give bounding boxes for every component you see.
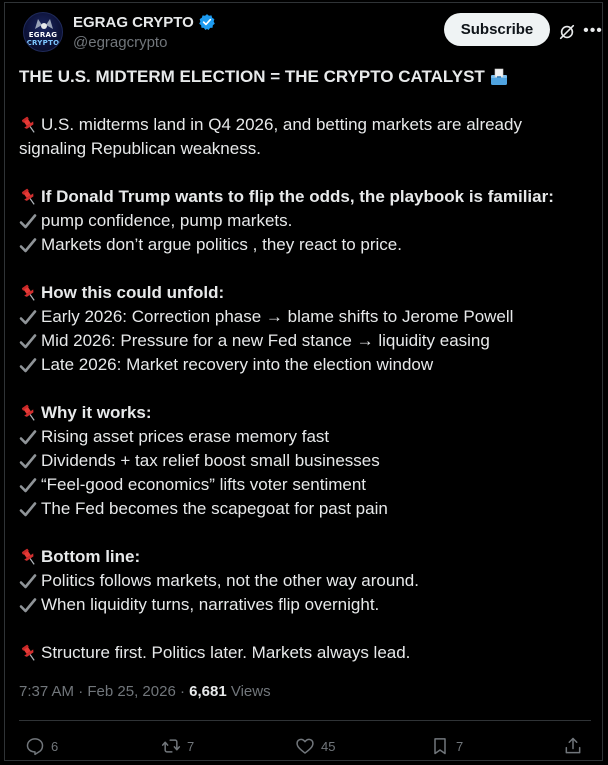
section-heading-why: Why it works:: [19, 401, 594, 425]
repost-button[interactable]: [161, 733, 194, 759]
pushpin-icon: [19, 547, 39, 567]
check-mark-icon: [19, 572, 37, 590]
post-header: [19, 9, 603, 57]
pushpin-icon: [19, 283, 39, 303]
avatar-text-top: EGRAG: [28, 31, 58, 39]
bookmark-count: 7: [456, 738, 464, 754]
list-item: When liquidity turns, narratives flip overnight.: [19, 593, 594, 617]
avatar[interactable]: [23, 12, 63, 52]
list-item: pump confidence, pump markets.: [19, 209, 594, 233]
bookmark-icon: [430, 736, 450, 756]
avatar-text-bottom: CRYPTO: [26, 39, 60, 47]
list-item: Markets don’t argue politics , they react to price.: [19, 233, 594, 257]
views-label: Views: [230, 683, 271, 700]
check-mark-icon: [19, 428, 37, 446]
subscribe-button[interactable]: Subscribe: [444, 13, 550, 46]
avatar-logo-icon: [33, 17, 55, 29]
like-count: 45: [321, 738, 336, 754]
bookmark-button[interactable]: [430, 733, 463, 759]
intro-line: U.S. midterms land in Q4 2026, and betting markets are already: [19, 113, 594, 137]
name-row: [73, 13, 216, 31]
handle[interactable]: @egragcrypto: [73, 34, 168, 51]
check-mark-icon: [19, 500, 37, 518]
post-text: [19, 65, 594, 665]
check-mark-icon: [19, 308, 37, 326]
action-bar: [19, 733, 591, 759]
check-mark-icon: [19, 332, 37, 350]
check-mark-icon: [19, 452, 37, 470]
like-button[interactable]: [295, 733, 335, 759]
post-card: [4, 2, 603, 761]
list-item: The Fed becomes the scapegoat for past pain: [19, 497, 594, 521]
section-heading-unfold: How this could unfold:: [19, 281, 594, 305]
list-item: Early 2026: Correction phase → blame shifts to Jerome Powell: [19, 305, 594, 329]
repost-icon: [161, 736, 181, 756]
verified-badge-icon[interactable]: [198, 13, 216, 31]
list-item: Politics follows markets, not the other way around.: [19, 569, 594, 593]
pushpin-icon: [19, 115, 39, 135]
pushpin-icon: [19, 403, 39, 423]
pushpin-icon: [19, 643, 39, 663]
divider: [19, 720, 591, 721]
post-title-line: [19, 65, 594, 89]
check-mark-icon: [19, 596, 37, 614]
section-heading-bottom-line: Bottom line:: [19, 545, 594, 569]
section-heading-playbook: If Donald Trump wants to flip the odds, the playbook is familiar:: [19, 185, 594, 209]
heart-icon: [295, 736, 315, 756]
list-item: Dividends + tax relief boost small businesses: [19, 449, 594, 473]
intro-line-continued: signaling Republican weakness.: [19, 139, 261, 158]
repost-count: 7: [187, 738, 195, 754]
display-name[interactable]: EGRAG CRYPTO: [73, 13, 194, 31]
post-title: THE U.S. MIDTERM ELECTION = THE CRYPTO CATALYST: [19, 67, 485, 86]
list-item: Late 2026: Market recovery into the election window: [19, 353, 594, 377]
check-mark-icon: [19, 236, 37, 254]
reply-icon: [25, 736, 45, 756]
list-item: Rising asset prices erase memory fast: [19, 425, 594, 449]
pushpin-icon: [19, 187, 39, 207]
share-icon: [563, 736, 583, 756]
more-icon[interactable]: •••: [583, 22, 603, 39]
ballot-box-icon: [489, 67, 509, 87]
check-mark-icon: [19, 212, 37, 230]
post-meta: 7:37 AM · Feb 25, 2026 · 6,681 Views: [19, 683, 271, 700]
reply-count: 6: [51, 738, 59, 754]
list-item: “Feel-good economics” lifts voter sentiment: [19, 473, 594, 497]
grok-icon[interactable]: [558, 23, 576, 41]
check-mark-icon: [19, 476, 37, 494]
post-time[interactable]: 7:37 AM: [19, 683, 75, 700]
post-date[interactable]: Feb 25, 2026: [87, 683, 176, 700]
list-item: Mid 2026: Pressure for a new Fed stance → liquidity easing: [19, 329, 594, 353]
views-count: 6,681: [189, 683, 227, 700]
closing-line: Structure first. Politics later. Markets always lead.: [19, 641, 594, 665]
share-button[interactable]: [563, 733, 583, 759]
reply-button[interactable]: [25, 733, 58, 759]
check-mark-icon: [19, 356, 37, 374]
